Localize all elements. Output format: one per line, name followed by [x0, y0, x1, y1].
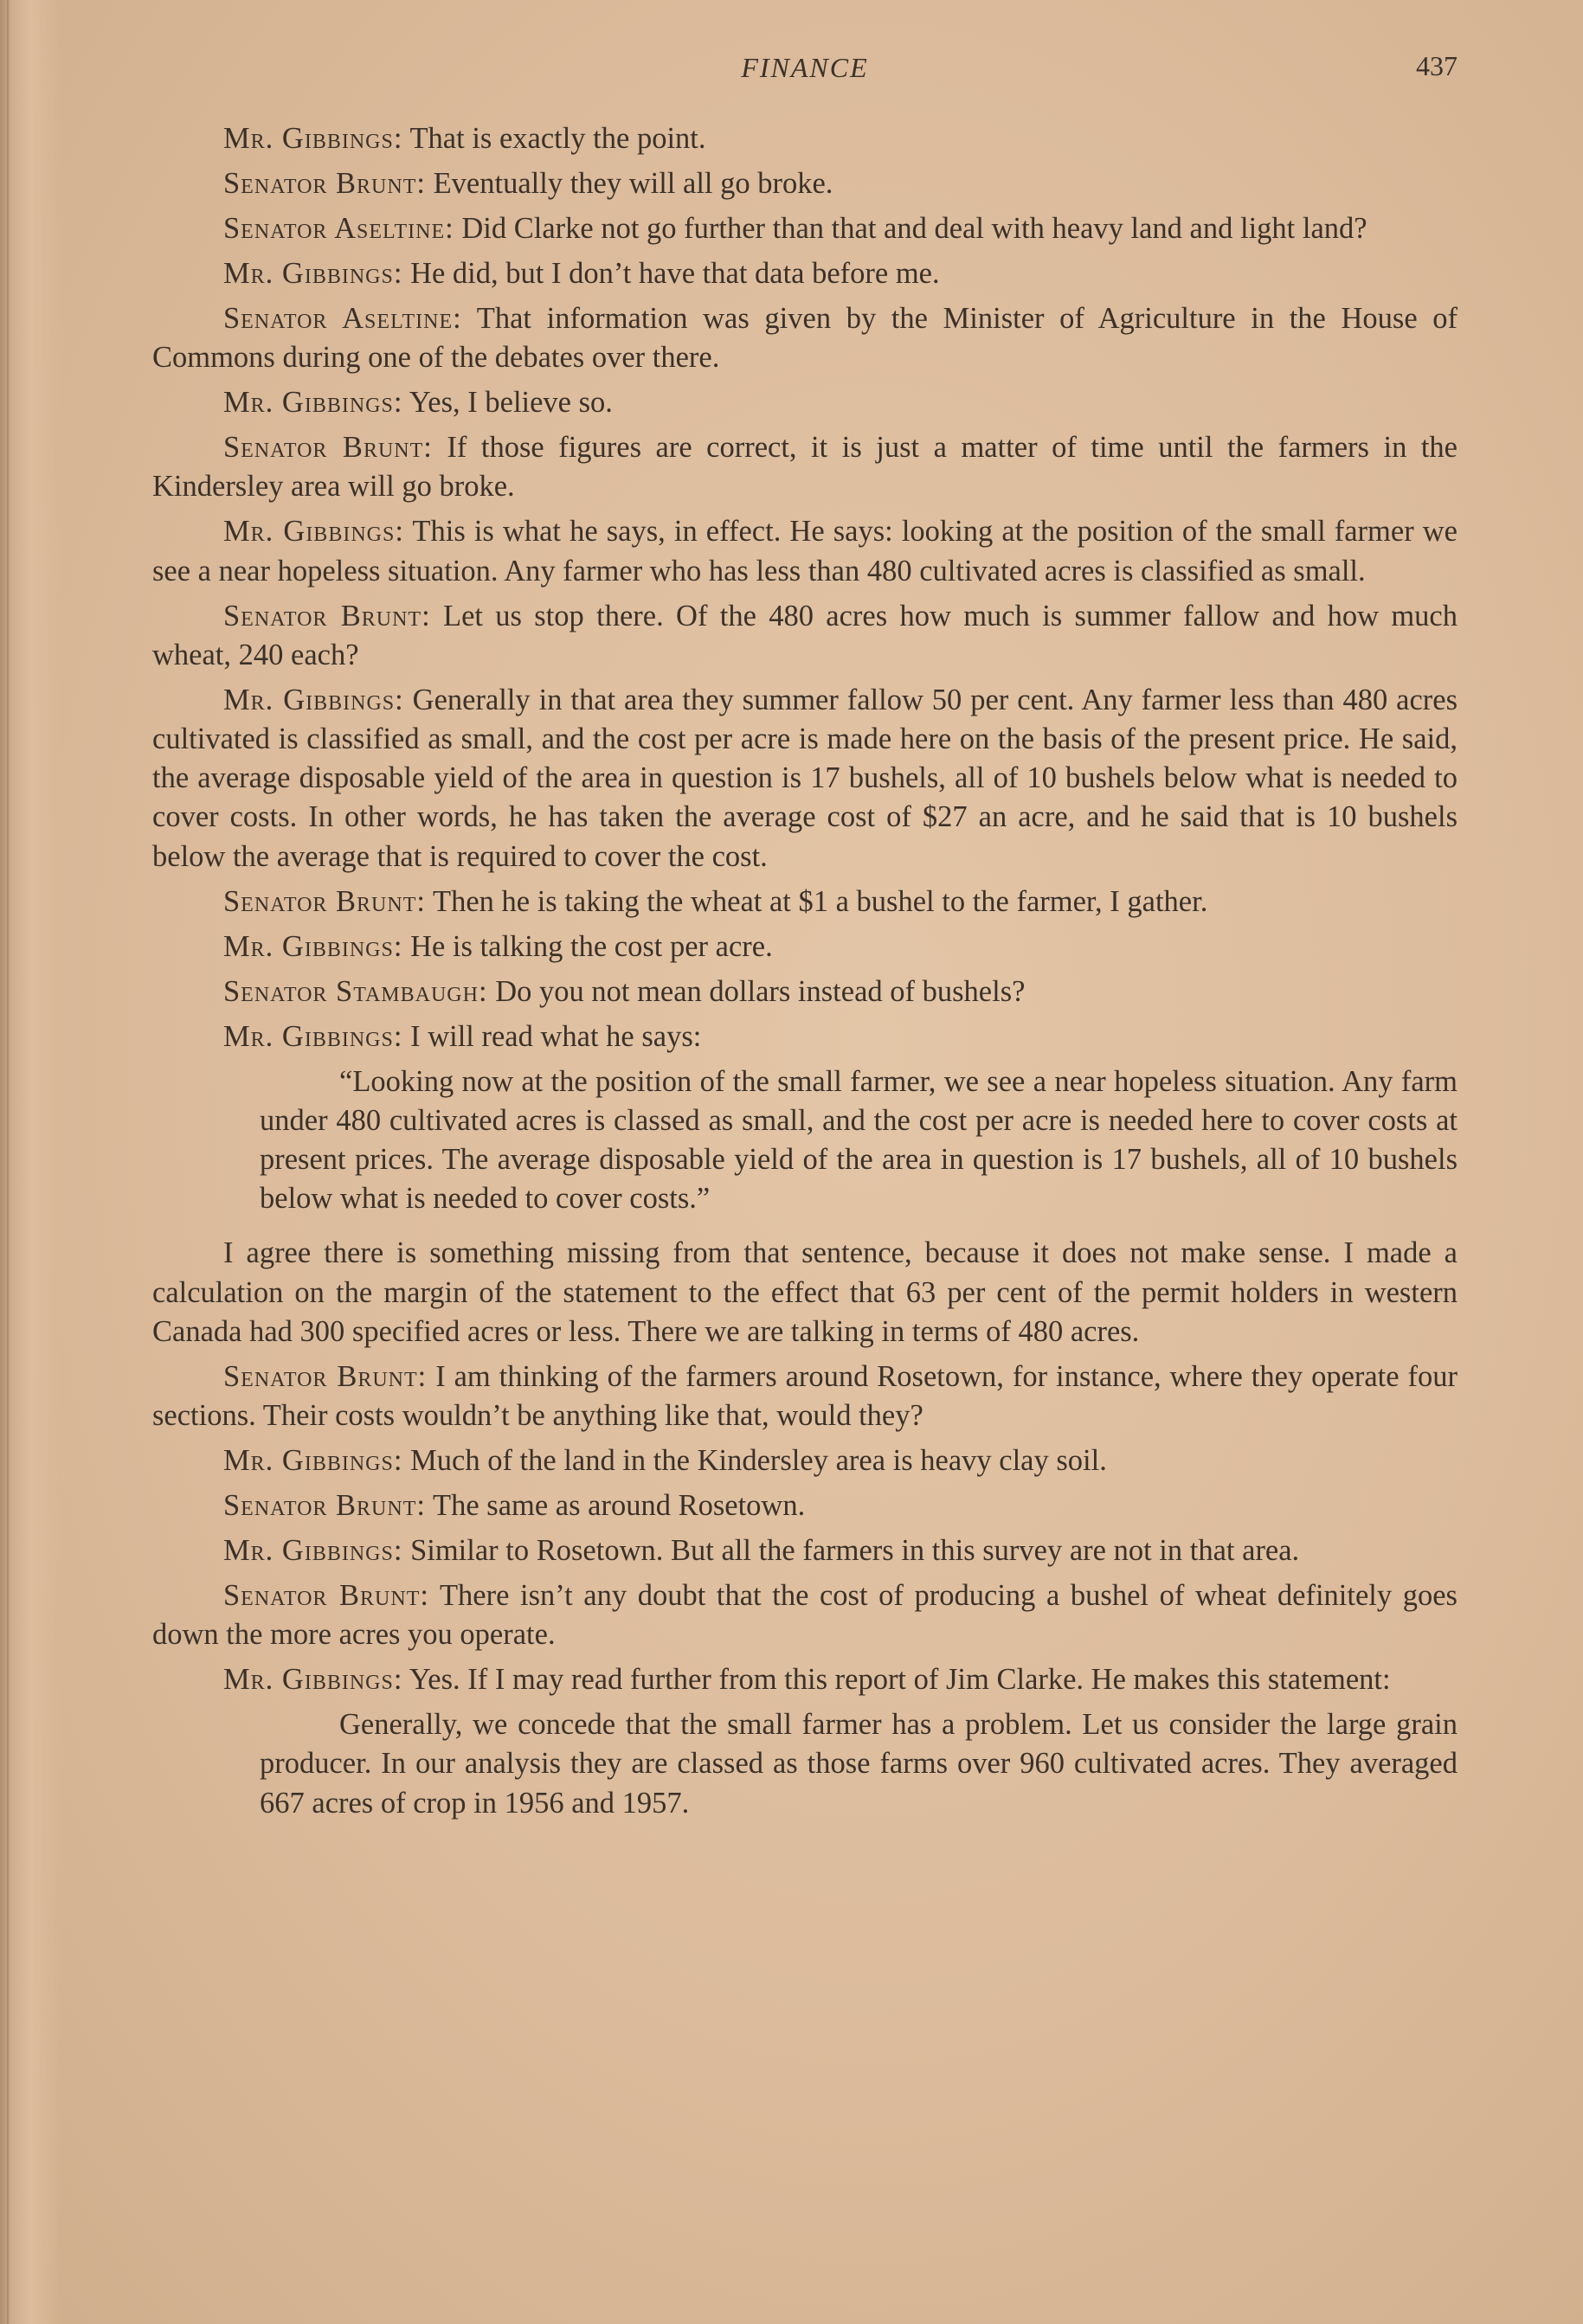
speech-paragraph — [152, 299, 1458, 377]
running-title: FINANCE — [741, 52, 869, 83]
speech-paragraph — [152, 1576, 1458, 1654]
speaker: Mr. Gibbings: — [223, 1663, 403, 1697]
speaker: Mr. Gibbings: — [223, 122, 403, 155]
speech-paragraph — [152, 119, 1458, 158]
speech-text: He is talking the cost per acre. — [410, 929, 773, 963]
speech-paragraph: I agree there is something missing from that sentence, because it does not make sense. I made a calculation on the margin of the statement to the effect that 63 per cent of the permit holders in western Canada had 300 specified acres or less. There we are talking in terms of 480 acres. — [152, 1236, 1458, 1348]
speaker: Mr. Gibbings: — [223, 1019, 403, 1053]
speech-text: The same as around Rosetown. — [433, 1489, 806, 1523]
speech-paragraph — [152, 597, 1458, 675]
speech-paragraph — [152, 1531, 1458, 1570]
page-number: 437 — [1416, 50, 1458, 81]
speaker: Senator Brunt: — [223, 1359, 428, 1393]
speech-text: Yes. If I may read further from this report of Jim Clarke. He makes this statement: — [409, 1663, 1391, 1697]
speaker: Senator Brunt: — [223, 431, 433, 465]
speaker: Senator Brunt: — [223, 1489, 426, 1523]
speaker: Senator Brunt: — [223, 167, 426, 200]
page-header — [152, 50, 1458, 85]
speech-text: I am thinking of the farmers around Rosetown, for instance, where they operate four sections. Their costs wouldn’t be anything like that, would they? — [152, 1359, 1458, 1433]
speech-paragraph — [152, 681, 1458, 876]
speech-text: Do you not mean dollars instead of bushels? — [495, 974, 1026, 1008]
speaker: Mr. Gibbings: — [223, 1444, 403, 1478]
speech-paragraph — [152, 254, 1458, 293]
block-quote: “Looking now at the position of the small farmer, we see a near hopeless situation. Any farm under 480 cultivated acres is classed as small, and the cost per acre is needed here to cover costs at present prices. The average disposable yield of the area in question is 17 bushels, all of 10 bushels below what is needed to cover costs.” — [260, 1064, 1458, 1216]
speech-text: Yes, I believe so. — [409, 386, 613, 420]
speech-paragraph — [152, 928, 1458, 966]
speech-paragraph — [152, 1018, 1458, 1056]
speech-text: Generally in that area they summer fallow 50 per cent. Any farmer less than 480 acres cultivated is classified as small, and the cost per acre is made here on the basis of the present price. He said, the average disposable yield of the area in question is 17 bushels, all of 10 bushels below what is needed to cover costs. In other words, he has taken the average cost of $27 an acre, and he said that is 10 bushels below the average that is required to cover the cost. — [152, 683, 1458, 873]
speech-paragraph — [152, 512, 1458, 590]
speech-paragraph — [152, 164, 1458, 203]
speech-text: Let us stop there. Of the 480 acres how much is summer fallow and how much wheat, 240 each? — [152, 599, 1458, 671]
speech-text: He did, but I don’t have that data before me. — [410, 257, 940, 290]
speech-text: Did Clarke not go further than that and deal with heavy land and light land? — [461, 212, 1367, 245]
speaker: Senator Aseltine: — [223, 302, 462, 335]
gutter-shadow — [7, 0, 9, 2324]
speech-text: That is exactly the point. — [409, 122, 706, 155]
speech-text: There isn’t any doubt that the cost of producing a bushel of wheat definitely goes down the more acres you operate. — [152, 1579, 1458, 1652]
speech-paragraph — [152, 1441, 1458, 1480]
speech-text: That information was given by the Minister of Agriculture in the House of Commons during one of the debates over there. — [152, 302, 1458, 375]
speaker: Mr. Gibbings: — [223, 386, 403, 420]
speaker: Mr. Gibbings: — [223, 929, 403, 963]
speech-paragraph — [152, 383, 1458, 422]
speech-text: This is what he says, in effect. He says: looking at the position of the small farmer we see a near hopeless situation. Any farmer who has less than 480 cultivated acres is classified as small. — [152, 515, 1458, 587]
speaker: Mr. Gibbings: — [223, 1534, 403, 1568]
block-quote: Generally, we concede that the small farmer has a problem. Let us consider the large grain producer. In our analysis they are classed as those farms over 960 cultivated acres. They averaged 667 acres of crop in 1956 and 1957. — [260, 1708, 1458, 1820]
transcript-body — [152, 119, 1458, 1837]
speech-paragraph — [152, 1486, 1458, 1525]
speaker: Senator Brunt: — [223, 1579, 429, 1613]
speaker: Mr. Gibbings: — [223, 683, 404, 716]
speech-text: Much of the land in the Kindersley area is heavy clay soil. — [410, 1444, 1107, 1478]
speaker: Senator Aseltine: — [223, 212, 454, 245]
speech-text: Then he is taking the wheat at $1 a bushel to the farmer, I gather. — [433, 884, 1208, 918]
speaker: Senator Brunt: — [223, 884, 426, 918]
speech-text: Similar to Rosetown. But all the farmers in this survey are not in that area. — [410, 1534, 1300, 1568]
speech-text: Eventually they will all go broke. — [433, 167, 833, 200]
speaker: Senator Brunt: — [223, 599, 431, 632]
speech-text: I will read what he says: — [410, 1019, 702, 1053]
speaker: Mr. Gibbings: — [223, 515, 404, 549]
speech-text: If those figures are correct, it is just a matter of time until the farmers in the Kindersley area will go broke. — [152, 431, 1458, 504]
speaker: Senator Stambaugh: — [223, 974, 488, 1008]
speech-paragraph — [152, 209, 1458, 248]
speech-paragraph — [152, 973, 1458, 1011]
speaker: Mr. Gibbings: — [223, 257, 403, 290]
speech-paragraph — [152, 428, 1458, 506]
speech-paragraph — [152, 1660, 1458, 1699]
speech-paragraph — [152, 1358, 1458, 1435]
speech-paragraph — [152, 883, 1458, 921]
